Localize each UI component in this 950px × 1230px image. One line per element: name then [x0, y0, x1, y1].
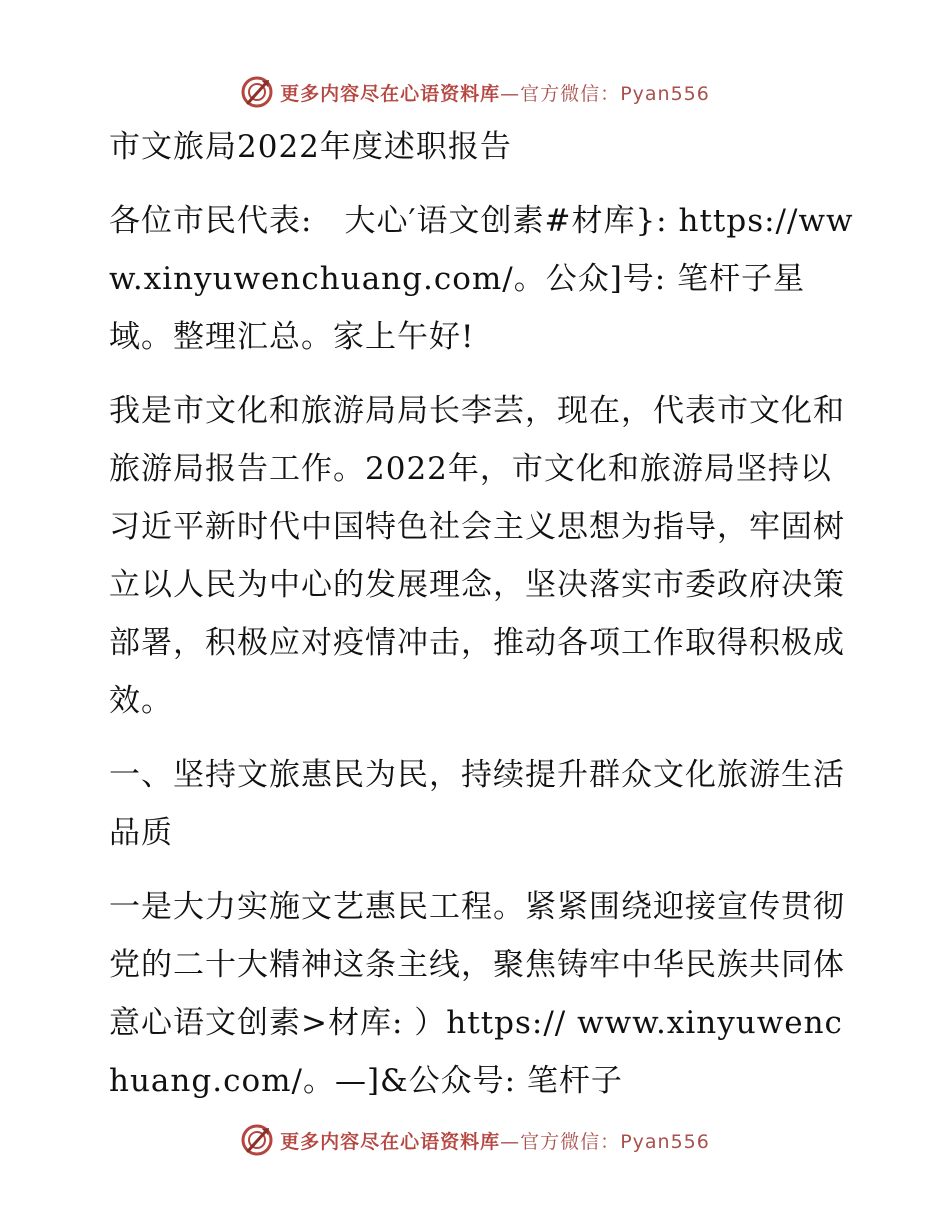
watermark-separator: —	[500, 1130, 521, 1153]
paragraph-greeting: 各位市民代表: 大心′语文创素#材库}: https://www.xinyuwenchuang.com/。公众]号: 笔杆子星域。整理汇总。家上午好!	[109, 203, 854, 355]
watermark-contact-label: 官方微信：	[520, 82, 621, 105]
footer-watermark	[0, 1118, 950, 1162]
section-heading-1: 一、坚持文旅惠民为民，持续提升群众文化旅游生活品质	[109, 757, 845, 851]
watermark-separator: —	[500, 82, 521, 105]
paragraph-intro: 我是市文化和旅游局局长李芸，现在，代表市文化和旅游局报告工作。2022年，市文化和旅游局坚持以习近平新时代中国特色社会主义思想为指导，牢固树立以人民为中心的发展理念，坚决落实市委政府决策部署，积极应对疫情冲击，推动各项工作取得积极成效。	[109, 393, 845, 719]
watermark-contact-value: Pyan556	[620, 1130, 710, 1153]
brand-logo-icon	[240, 1123, 274, 1157]
document-body	[97, 118, 857, 1126]
watermark-text	[280, 1127, 710, 1154]
watermark-contact-label: 官方微信：	[520, 1130, 621, 1153]
document-title: 市文旅局2022年度述职报告	[109, 129, 512, 165]
brand-logo-icon	[240, 75, 274, 109]
watermark-text	[280, 79, 710, 106]
watermark-contact-value: Pyan556	[620, 82, 710, 105]
header-watermark	[0, 70, 950, 114]
paragraph-section-1: 一是大力实施文艺惠民工程。紧紧围绕迎接宣传贯彻党的二十大精神这条主线，聚焦铸牢中华民族共同体意心语文创素>材库: ）https:// www.xinyuwenchuang.com/。—]&公众号: 笔杆子	[109, 889, 845, 1099]
watermark-brand: 更多内容尽在心语资料库	[280, 1130, 501, 1153]
watermark-brand: 更多内容尽在心语资料库	[280, 82, 501, 105]
